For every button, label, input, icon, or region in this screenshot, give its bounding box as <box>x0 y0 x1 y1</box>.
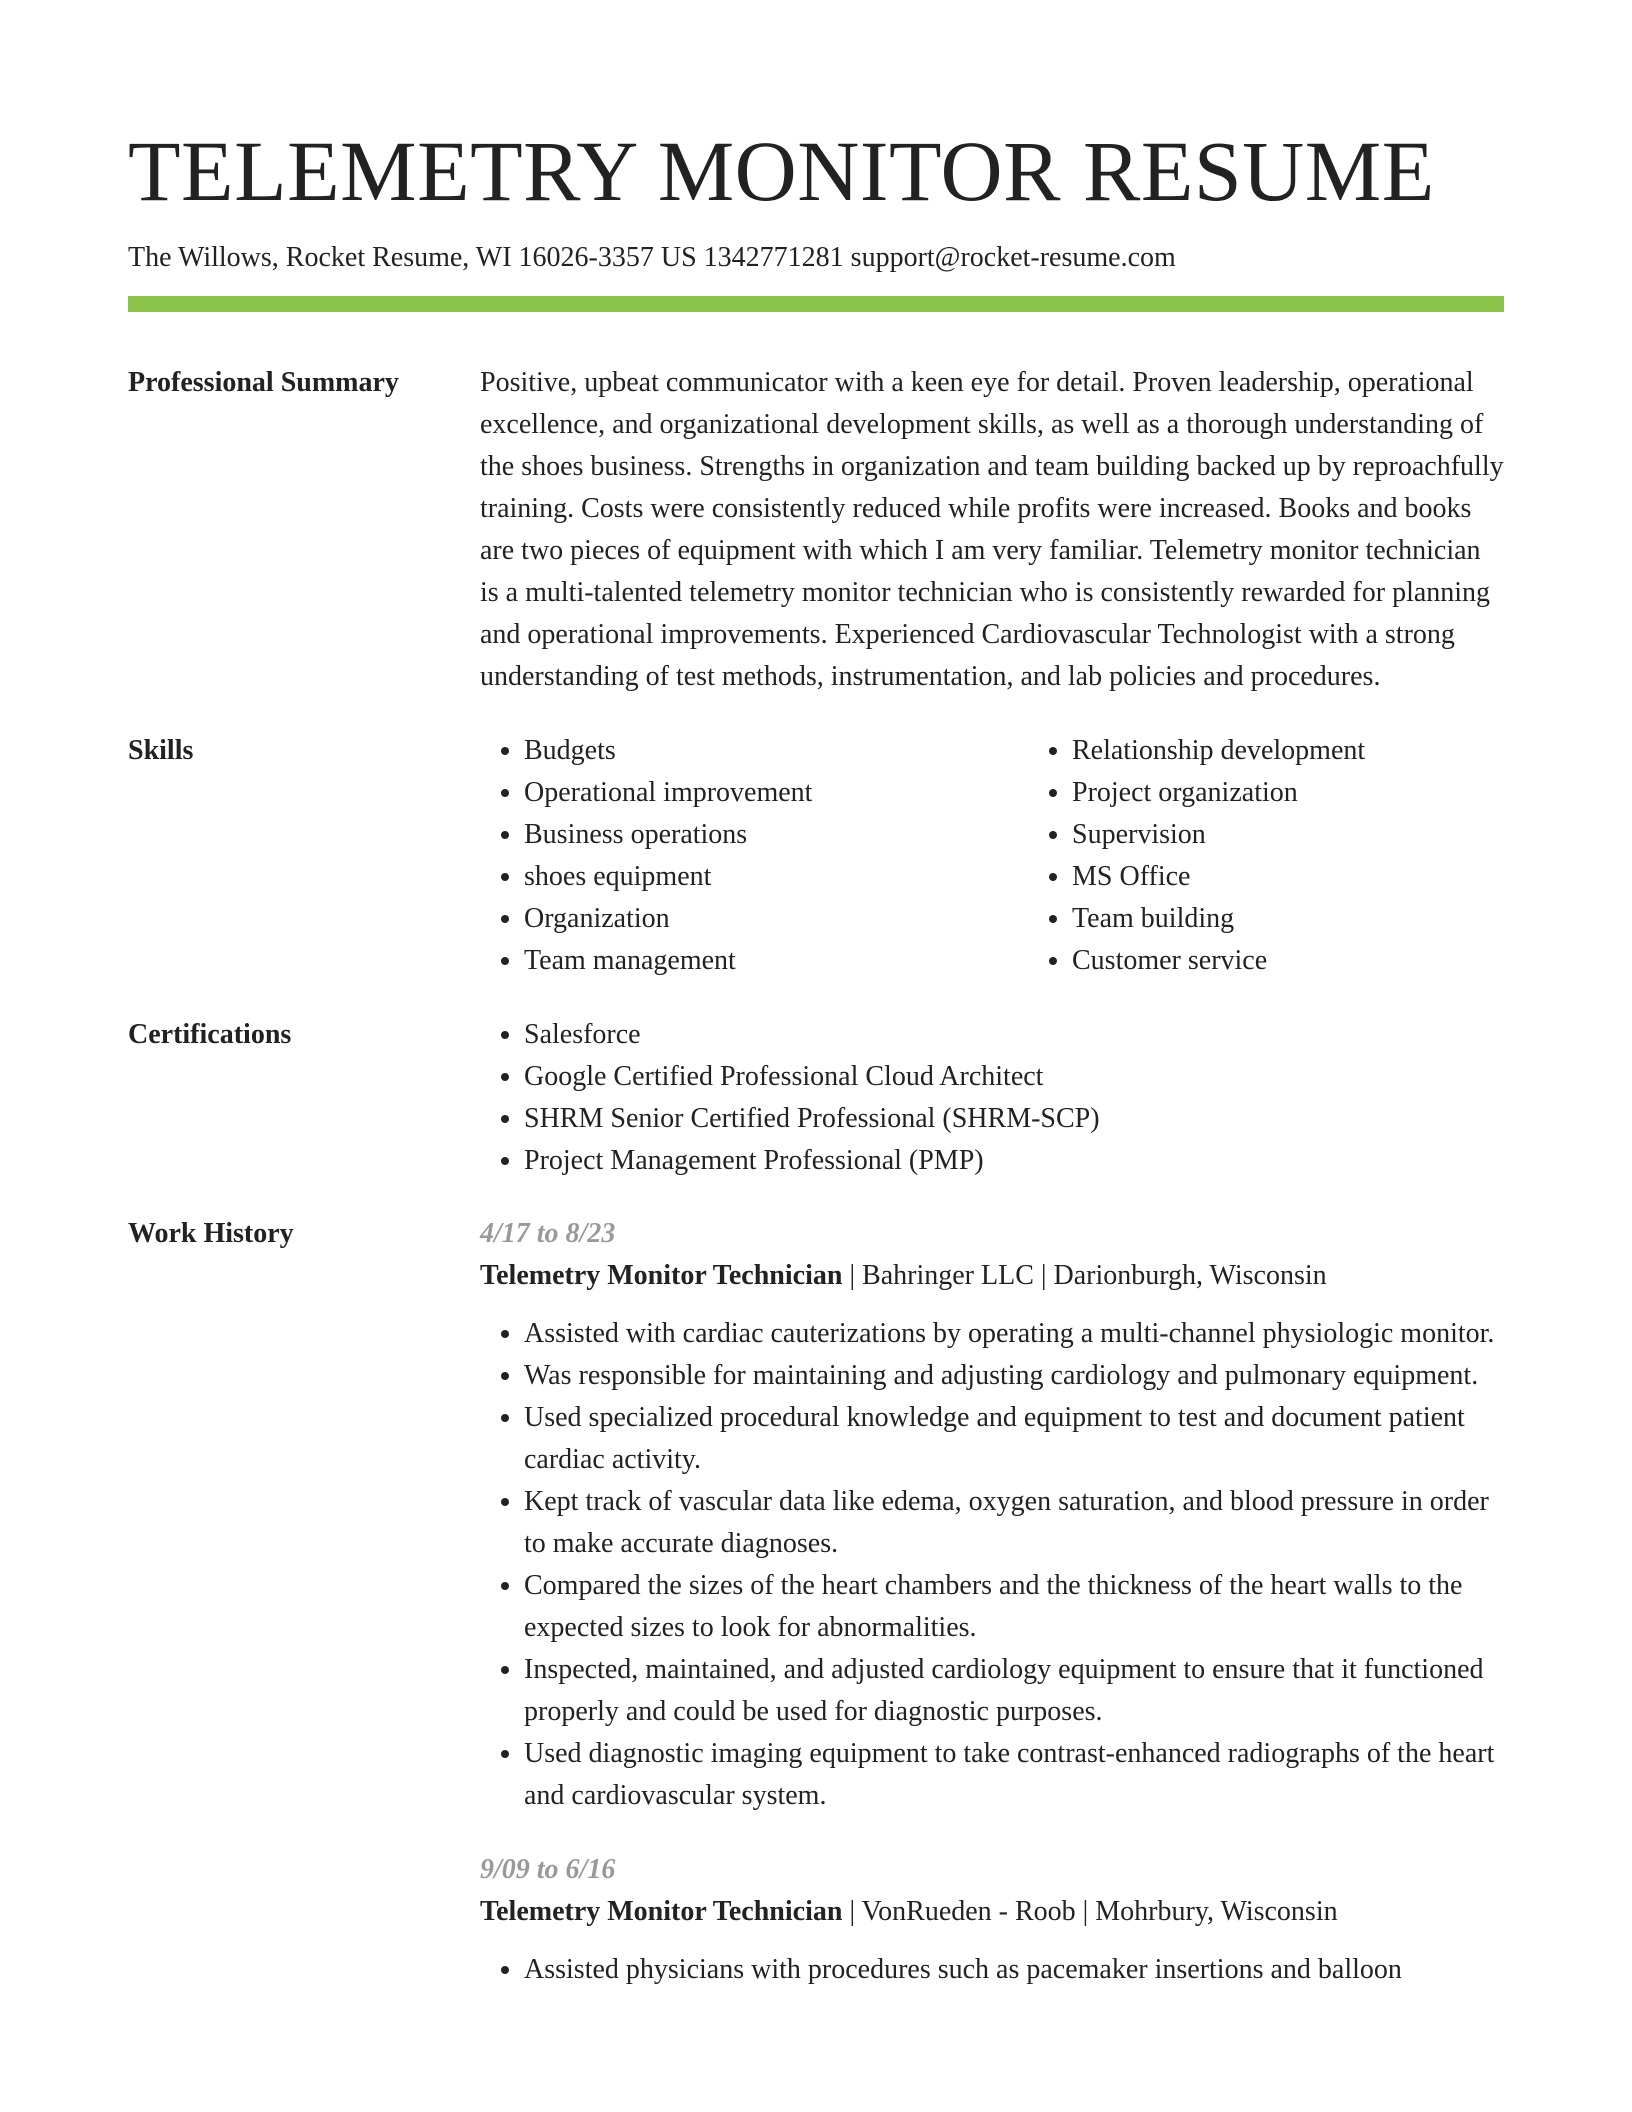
section-label-certifications: Certifications <box>128 1019 292 1050</box>
job-duty-item: • Used specialized procedural knowledge and equipment to test and document patient cardiac activity. <box>524 1397 1504 1481</box>
job-duty-item: • Compared the sizes of the heart chambers and the thickness of the heart walls to the expected sizes to look for abnormalities. <box>524 1565 1504 1649</box>
skill-item: • Organization <box>524 898 984 940</box>
job-duties-list <box>480 1313 1504 1817</box>
skill-item: • Team building <box>1072 898 1572 940</box>
job-duties-list <box>480 1949 1504 1991</box>
work-history-section <box>128 1213 1504 1991</box>
job-employer-location: | Bahringer LLC | Darionburgh, Wisconsin <box>842 1260 1327 1291</box>
contact-line: The Willows, Rocket Resume, WI 16026-3357 US 1342771281 support@rocket-resume.com <box>128 242 1176 273</box>
section-label-work-history: Work History <box>128 1218 294 1249</box>
job-employer-location: | VonRueden - Roob | Mohrbury, Wisconsin <box>842 1896 1338 1927</box>
certification-item: • Google Certified Professional Cloud Architect <box>524 1056 1504 1098</box>
skills-list-left <box>480 730 984 982</box>
certifications-body <box>480 1014 1504 1182</box>
job-dates: 9/09 to 6/16 <box>480 1854 616 1885</box>
job-duty-item: • Kept track of vascular data like edema, oxygen saturation, and blood pressure in order to make accurate diagnoses. <box>524 1481 1504 1565</box>
skill-item: • Team management <box>524 940 984 982</box>
skills-list-right <box>1028 730 1572 982</box>
resume-title: TELEMETRY MONITOR RESUME <box>128 123 1435 219</box>
job-title-line <box>480 1255 1504 1297</box>
job-title: Telemetry Monitor Technician <box>480 1896 843 1927</box>
summary-text: Positive, upbeat communicator with a keen eye for detail. Proven leadership, operational excellence, and organizational development skills, as well as a thorough understanding of the shoes business. Strengths in organization and team building backed up by reproachfully training. Costs were consistently reduced while profits were increased. Books and books are two pieces of equipment with which I am very familiar. Telemetry monitor technician is a multi-talented telemetry monitor technician who is consistently rewarded for planning and operational improvements. Experienced Cardiovascular Technologist with a strong understanding of test methods, instrumentation, and lab policies and procedures. <box>480 367 1504 692</box>
job-entry <box>480 1213 1504 1817</box>
work-history-body <box>480 1213 1504 1991</box>
job-entry <box>480 1849 1504 1991</box>
skill-item: • Budgets <box>524 730 984 772</box>
skill-item: • Customer service <box>1072 940 1572 982</box>
certification-item: • Project Management Professional (PMP) <box>524 1140 1504 1182</box>
header-divider <box>128 296 1504 312</box>
skills-columns <box>480 730 1572 982</box>
professional-summary-section <box>128 362 1504 698</box>
job-duty-item: • Assisted with cardiac cauterizations by operating a multi-channel physiologic monitor. <box>524 1313 1504 1355</box>
certification-item: • Salesforce <box>524 1014 1504 1056</box>
skill-item: • shoes equipment <box>524 856 984 898</box>
skill-item: • MS Office <box>1072 856 1572 898</box>
job-duty-item: • Used diagnostic imaging equipment to take contrast-enhanced radiographs of the heart and cardiovascular system. <box>524 1733 1504 1817</box>
skill-item: • Business operations <box>524 814 984 856</box>
job-duty-item: • Inspected, maintained, and adjusted cardiology equipment to ensure that it functioned properly and could be used for diagnostic purposes. <box>524 1649 1504 1733</box>
job-title: Telemetry Monitor Technician <box>480 1260 843 1291</box>
skill-item: • Operational improvement <box>524 772 984 814</box>
job-title-line <box>480 1891 1504 1933</box>
skill-item: • Project organization <box>1072 772 1572 814</box>
section-label-summary: Professional Summary <box>128 367 399 398</box>
skill-item: • Relationship development <box>1072 730 1572 772</box>
job-duty-item: • Was responsible for maintaining and adjusting cardiology and pulmonary equipment. <box>524 1355 1504 1397</box>
section-label-skills: Skills <box>128 735 194 766</box>
resume-page <box>128 0 1504 1991</box>
certifications-list <box>480 1014 1504 1182</box>
certification-item: • SHRM Senior Certified Professional (SHRM-SCP) <box>524 1098 1504 1140</box>
certifications-section <box>128 1014 1504 1182</box>
skills-section <box>128 730 1504 982</box>
job-dates: 4/17 to 8/23 <box>480 1218 616 1249</box>
job-duty-item: • Assisted physicians with procedures such as pacemaker insertions and balloon <box>524 1949 1504 1991</box>
skill-item: • Supervision <box>1072 814 1572 856</box>
